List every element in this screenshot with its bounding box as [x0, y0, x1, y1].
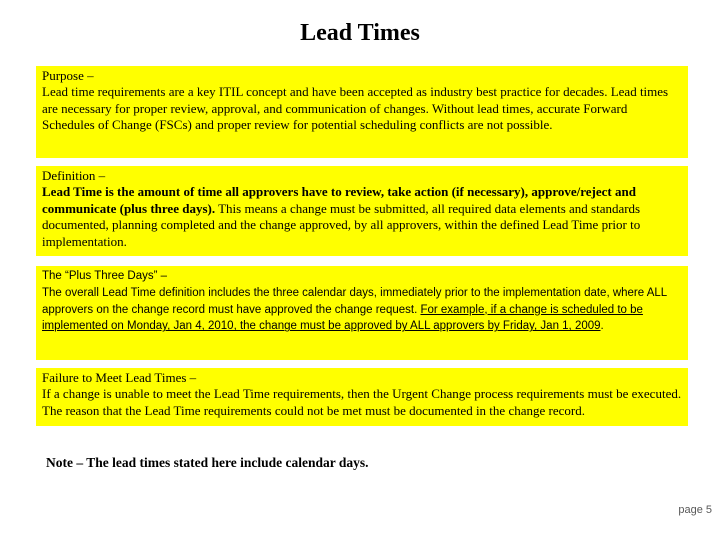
- purpose-body: Lead time requirements are a key ITIL concept and have been accepted as industry best practice for decades. Lead times are necessary for proper review, approval, and communication of changes. Without lead times, accurate Forward Schedules of Change (FSCs) and proper review for potential scheduling conflicts are not possible.: [42, 84, 669, 133]
- purpose-section: [36, 66, 688, 158]
- failure-section: [36, 368, 688, 426]
- failure-body: If a change is unable to meet the Lead Time requirements, then the Urgent Change process requirements must be executed. The reason that the Lead Time requirements could not be met must be documented in the change record.: [42, 386, 682, 418]
- definition-section: [36, 166, 688, 256]
- plus-three-days-heading: The “Plus Three Days” –: [42, 270, 168, 282]
- purpose-heading: Purpose –: [42, 68, 94, 83]
- plus-three-days-example: For example, if a change is scheduled to be implemented on Monday, Jan 4, 2010, the change must be approved by ALL approvers by Friday, Jan 1, 2009: [42, 303, 643, 333]
- page-number: page 5: [678, 504, 712, 516]
- definition-bold-text: Lead Time is the amount of time all approvers have to review, take action (if necessary), approve/reject and communicate (plus three days).: [42, 184, 636, 216]
- plus-three-days-section: [36, 266, 688, 360]
- plus-three-days-text: [42, 285, 682, 335]
- page-title: Lead Times: [300, 20, 420, 46]
- definition-text: [42, 184, 682, 250]
- definition-body: This means a change must be submitted, all required data elements and standards documented, planning completed and the change approved, by all approvers, within the defined Lead Time prior to implementation.: [42, 200, 641, 249]
- definition-heading: Definition –: [42, 168, 106, 183]
- failure-heading: Failure to Meet Lead Times –: [42, 370, 197, 385]
- plus-three-days-end: .: [600, 320, 604, 333]
- note-text: Note – The lead times stated here include calendar days.: [46, 455, 369, 470]
- plus-three-days-body: The overall Lead Time definition includes the three calendar days, immediately prior to the implementation date, where ALL approvers on the change record must have approved the change request.: [42, 286, 667, 316]
